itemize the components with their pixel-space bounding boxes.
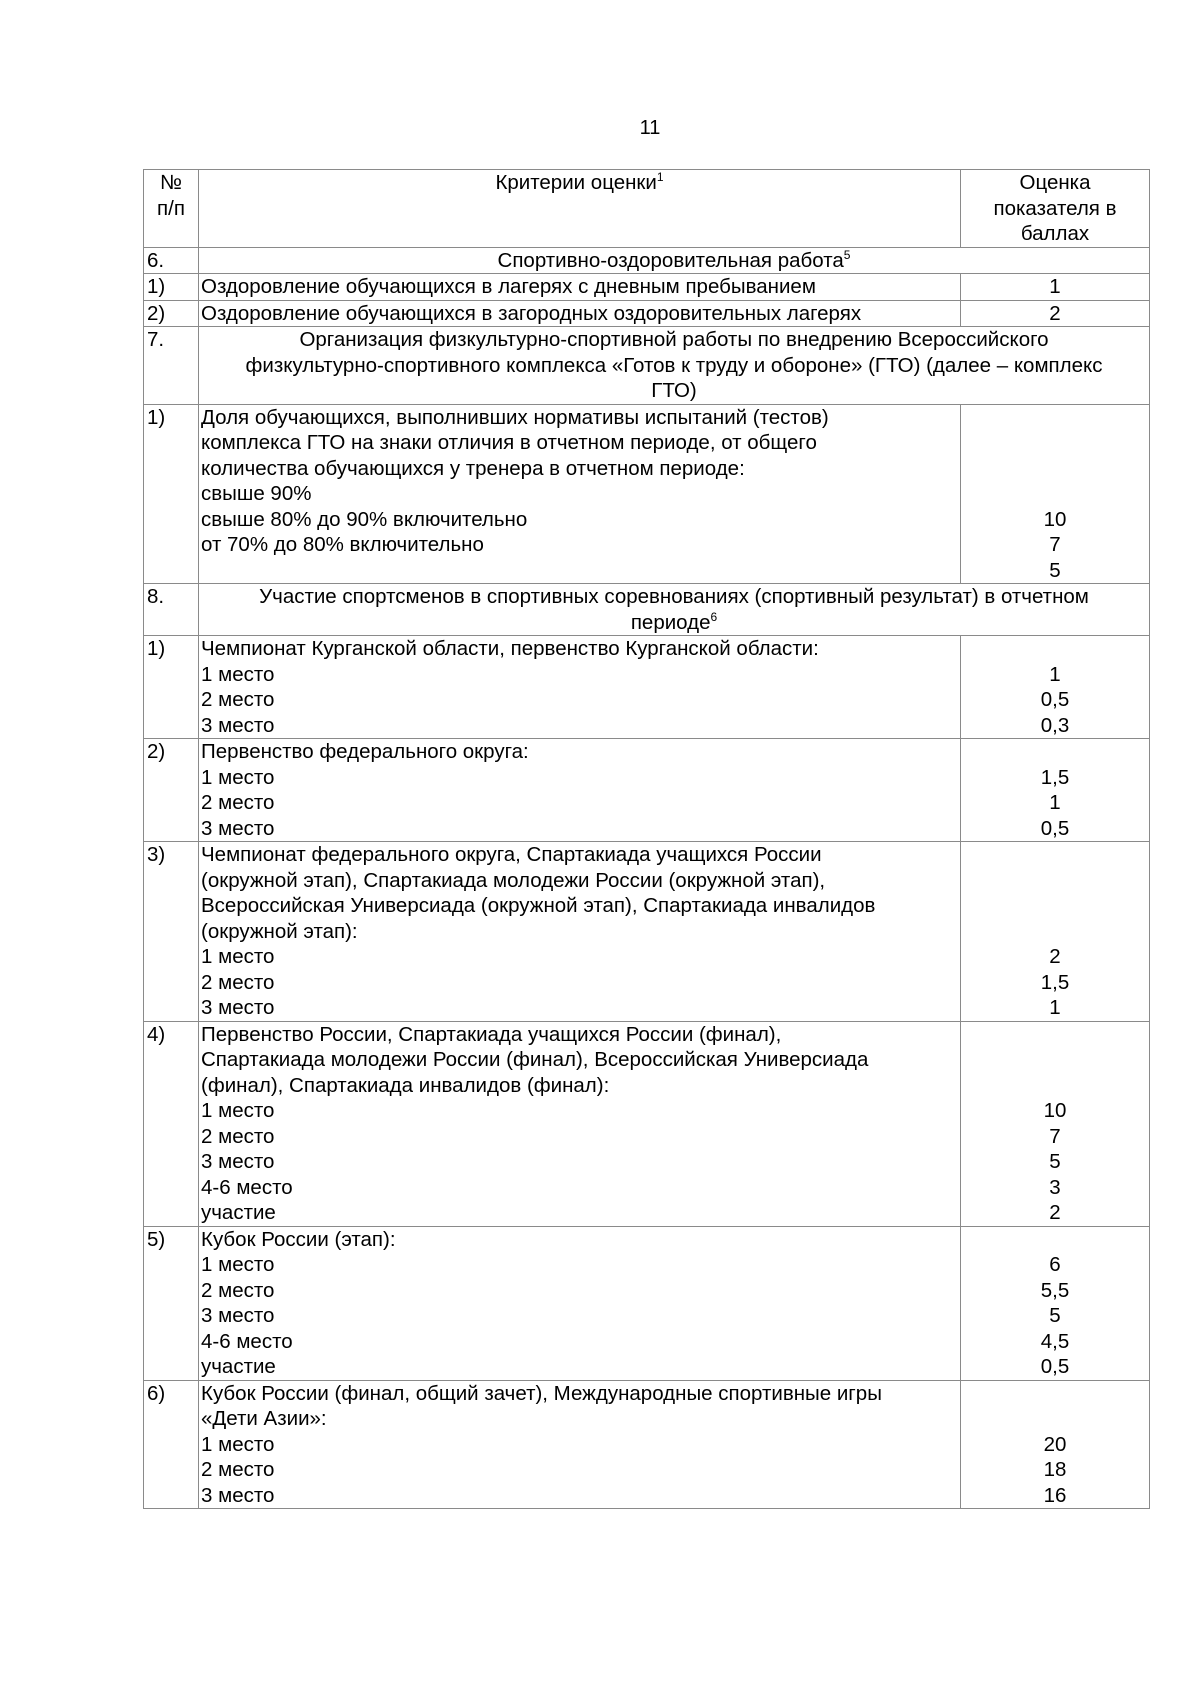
criterion-label-line: Кубок России (финал, общий зачет), Международные спортивные игры: [201, 1381, 882, 1405]
criterion-number: 5): [144, 1226, 199, 1380]
score-value: 4,5: [1040, 1329, 1070, 1353]
score-value: 5: [1049, 1150, 1061, 1173]
score-value: 18: [1043, 1458, 1067, 1481]
score-value: 1,5: [1040, 765, 1070, 789]
criterion-label-line: 3 место: [201, 816, 275, 840]
score-value: 0,5: [1040, 1355, 1070, 1378]
score-value: 5: [1049, 558, 1061, 582]
score-value: 0,5: [1040, 688, 1070, 711]
criterion-number: 2): [144, 300, 199, 327]
criterion-label: [199, 274, 961, 301]
footnote-ref: 1: [656, 170, 664, 185]
score-value: 3: [1049, 1175, 1061, 1199]
criterion-label-line: Чемпионат Курганской области, первенство Курганской области:: [201, 637, 819, 660]
section-row: [144, 584, 1150, 636]
section-title: [199, 247, 1150, 274]
criterion-label-line: Всероссийская Универсиада (окружной этап), Спартакиада инвалидов: [201, 894, 876, 917]
score-value: 1: [1049, 275, 1061, 298]
score-spacer: [963, 868, 1147, 894]
score-spacer: [963, 1406, 1147, 1432]
header-score: [961, 170, 1150, 248]
score-value: 1: [1049, 996, 1061, 1019]
criterion-label-line: (окружной этап), Спартакиада молодежи России (окружной этап),: [201, 868, 826, 892]
criterion-score: [961, 300, 1150, 327]
criterion-label: [199, 842, 961, 1022]
criterion-score: [961, 739, 1150, 842]
criterion-label-line: Чемпионат федерального округа, Спартакиада учащихся России: [201, 843, 822, 866]
criterion-score: [961, 1380, 1150, 1509]
score-spacer: [963, 1227, 1147, 1253]
page-number: 11: [639, 117, 661, 139]
score-spacer: [963, 1047, 1147, 1073]
section-number: 6.: [144, 247, 199, 274]
criterion-label-line: 1 место: [201, 1099, 275, 1122]
criterion-number: 1): [144, 636, 199, 739]
criterion-label: [199, 300, 961, 327]
score-value: 0,5: [1040, 816, 1070, 840]
criterion-label-line: (финал), Спартакиада инвалидов (финал):: [201, 1073, 610, 1097]
score-spacer: [963, 842, 1147, 868]
section-row: [144, 247, 1150, 274]
criterion-row: [144, 739, 1150, 842]
score-value: 1: [1049, 791, 1061, 814]
footnote-ref: 6: [710, 609, 718, 624]
section-number: 7.: [144, 327, 199, 405]
criterion-label-line: 4-6 место: [201, 1329, 293, 1353]
criterion-label-line: 1 место: [201, 662, 275, 686]
section-number: 8.: [144, 584, 199, 636]
section-title: [199, 327, 1150, 405]
score-spacer: [963, 405, 1147, 431]
score-spacer: [963, 1073, 1147, 1099]
header-criteria: [199, 170, 961, 248]
criterion-row: [144, 1226, 1150, 1380]
criterion-label-line: свыше 80% до 90% включительно: [201, 507, 528, 531]
score-spacer: [963, 430, 1147, 456]
criterion-label: [199, 1021, 961, 1226]
criterion-number: 3): [144, 842, 199, 1022]
criteria-table: [143, 169, 1150, 1509]
section-title-line: физкультурно-спортивного комплекса «Готов к труду и обороне» (ГТО) (далее – комплекс: [245, 353, 1103, 377]
score-spacer: [963, 739, 1147, 765]
header-score-line: показателя в: [993, 196, 1117, 220]
criterion-label-line: 2 место: [201, 791, 275, 814]
criterion-label-line: 1 место: [201, 1253, 275, 1276]
criterion-score: [961, 274, 1150, 301]
criterion-label-line: 2 место: [201, 1458, 275, 1481]
criterion-label-line: Первенство федерального округа:: [201, 740, 529, 763]
criterion-label-line: 1 место: [201, 1432, 275, 1456]
criterion-row: [144, 274, 1150, 301]
criterion-label-line: 2 место: [201, 688, 275, 711]
score-value: 2: [1049, 301, 1061, 325]
criterion-label-line: 2 место: [201, 970, 275, 994]
criterion-label-line: 3 место: [201, 996, 275, 1019]
score-spacer: [963, 1022, 1147, 1048]
criterion-label-line: 3 место: [201, 1483, 275, 1507]
criterion-number: 4): [144, 1021, 199, 1226]
header-score-line: Оценка: [1019, 171, 1091, 194]
score-spacer: [963, 481, 1147, 507]
section-title: [199, 584, 1150, 636]
criterion-row: [144, 300, 1150, 327]
criterion-score: [961, 404, 1150, 584]
section-title-line-wrap: [201, 610, 1147, 636]
criterion-label: [199, 739, 961, 842]
score-value: 7: [1049, 533, 1061, 556]
score-value: 7: [1049, 1124, 1061, 1148]
criterion-row: [144, 1021, 1150, 1226]
criterion-label-line: комплекса ГТО на знаки отличия в отчетном периоде, от общего: [201, 431, 817, 454]
criterion-label: [199, 404, 961, 584]
criterion-label-line: от 70% до 80% включительно: [201, 533, 484, 556]
section-title-line: Участие спортсменов в спортивных соревнованиях (спортивный результат) в отчетном: [259, 585, 1089, 608]
score-value: 5: [1049, 1304, 1061, 1327]
section-title-line: ГТО): [651, 379, 697, 402]
criterion-label-line: Спартакиада молодежи России (финал), Всероссийская Универсиада: [201, 1048, 869, 1071]
section-title-line: Организация физкультурно-спортивной работы по внедрению Всероссийского: [299, 328, 1049, 351]
criterion-label-line: Оздоровление обучающихся в загородных оздоровительных лагерях: [201, 301, 862, 325]
footnote-ref: 5: [843, 247, 851, 262]
criterion-label-line: Первенство России, Спартакиада учащихся России (финал),: [201, 1022, 782, 1046]
header-score-line: баллах: [1020, 222, 1090, 245]
criterion-label-line: Доля обучающихся, выполнивших нормативы испытаний (тестов): [201, 405, 829, 429]
score-value: 1: [1049, 662, 1061, 686]
score-value: 20: [1043, 1432, 1067, 1456]
score-value: 2: [1049, 1201, 1061, 1224]
criterion-number: 2): [144, 739, 199, 842]
criterion-row: [144, 404, 1150, 584]
criterion-number: 1): [144, 404, 199, 584]
criterion-score: [961, 636, 1150, 739]
criterion-score: [961, 1021, 1150, 1226]
criterion-label-line: 3 место: [201, 1304, 275, 1327]
table-header-row: [144, 170, 1150, 248]
section-row: [144, 327, 1150, 405]
criterion-row: [144, 842, 1150, 1022]
section-title-text: Спортивно-оздоровительная работа: [497, 248, 844, 272]
criterion-label-line: 4-6 место: [201, 1175, 293, 1199]
score-spacer: [963, 893, 1147, 919]
score-spacer: [963, 456, 1147, 482]
criterion-label-line: участие: [201, 1201, 276, 1224]
criterion-label-line: 1 место: [201, 945, 275, 968]
score-value: 5,5: [1040, 1278, 1070, 1302]
score-spacer: [963, 1381, 1147, 1407]
criterion-number: 1): [144, 274, 199, 301]
score-value: 10: [1043, 507, 1067, 531]
criterion-label-line: Оздоровление обучающихся в лагерях с дневным пребыванием: [201, 275, 816, 298]
score-value: 6: [1049, 1253, 1061, 1276]
score-spacer: [963, 919, 1147, 945]
header-num-line: №: [160, 171, 182, 194]
criterion-score: [961, 842, 1150, 1022]
criterion-label-line: свыше 90%: [201, 482, 312, 505]
score-value: 0,3: [1040, 713, 1070, 737]
criterion-label-line: 1 место: [201, 765, 275, 789]
criterion-label: [199, 636, 961, 739]
criterion-number: 6): [144, 1380, 199, 1509]
header-num-line: п/п: [157, 196, 185, 220]
criterion-label-line: 3 место: [201, 713, 275, 737]
score-spacer: [963, 636, 1147, 662]
score-value: 10: [1043, 1099, 1067, 1122]
score-value: 2: [1049, 945, 1061, 968]
criterion-label-line: «Дети Азии»:: [201, 1407, 327, 1430]
criterion-label-line: 2 место: [201, 1124, 275, 1148]
criterion-label-line: количества обучающихся у тренера в отчетном периоде:: [201, 456, 745, 480]
header-num: [144, 170, 199, 248]
criterion-score: [961, 1226, 1150, 1380]
section-title-line-wrap: [201, 248, 1147, 274]
score-value: 16: [1043, 1483, 1067, 1507]
header-criteria-text: Критерии оценки: [495, 171, 657, 194]
score-value: 1,5: [1040, 970, 1070, 994]
criterion-label: [199, 1380, 961, 1509]
section-title-text: периоде: [630, 610, 711, 634]
criterion-row: [144, 1380, 1150, 1509]
criterion-label-line: 3 место: [201, 1150, 275, 1173]
criterion-label-line: (окружной этап):: [201, 919, 358, 943]
criterion-row: [144, 636, 1150, 739]
criterion-label-line: 2 место: [201, 1278, 275, 1302]
criterion-label-line: Кубок России (этап):: [201, 1227, 396, 1251]
criterion-label: [199, 1226, 961, 1380]
criterion-label-line: участие: [201, 1355, 276, 1378]
